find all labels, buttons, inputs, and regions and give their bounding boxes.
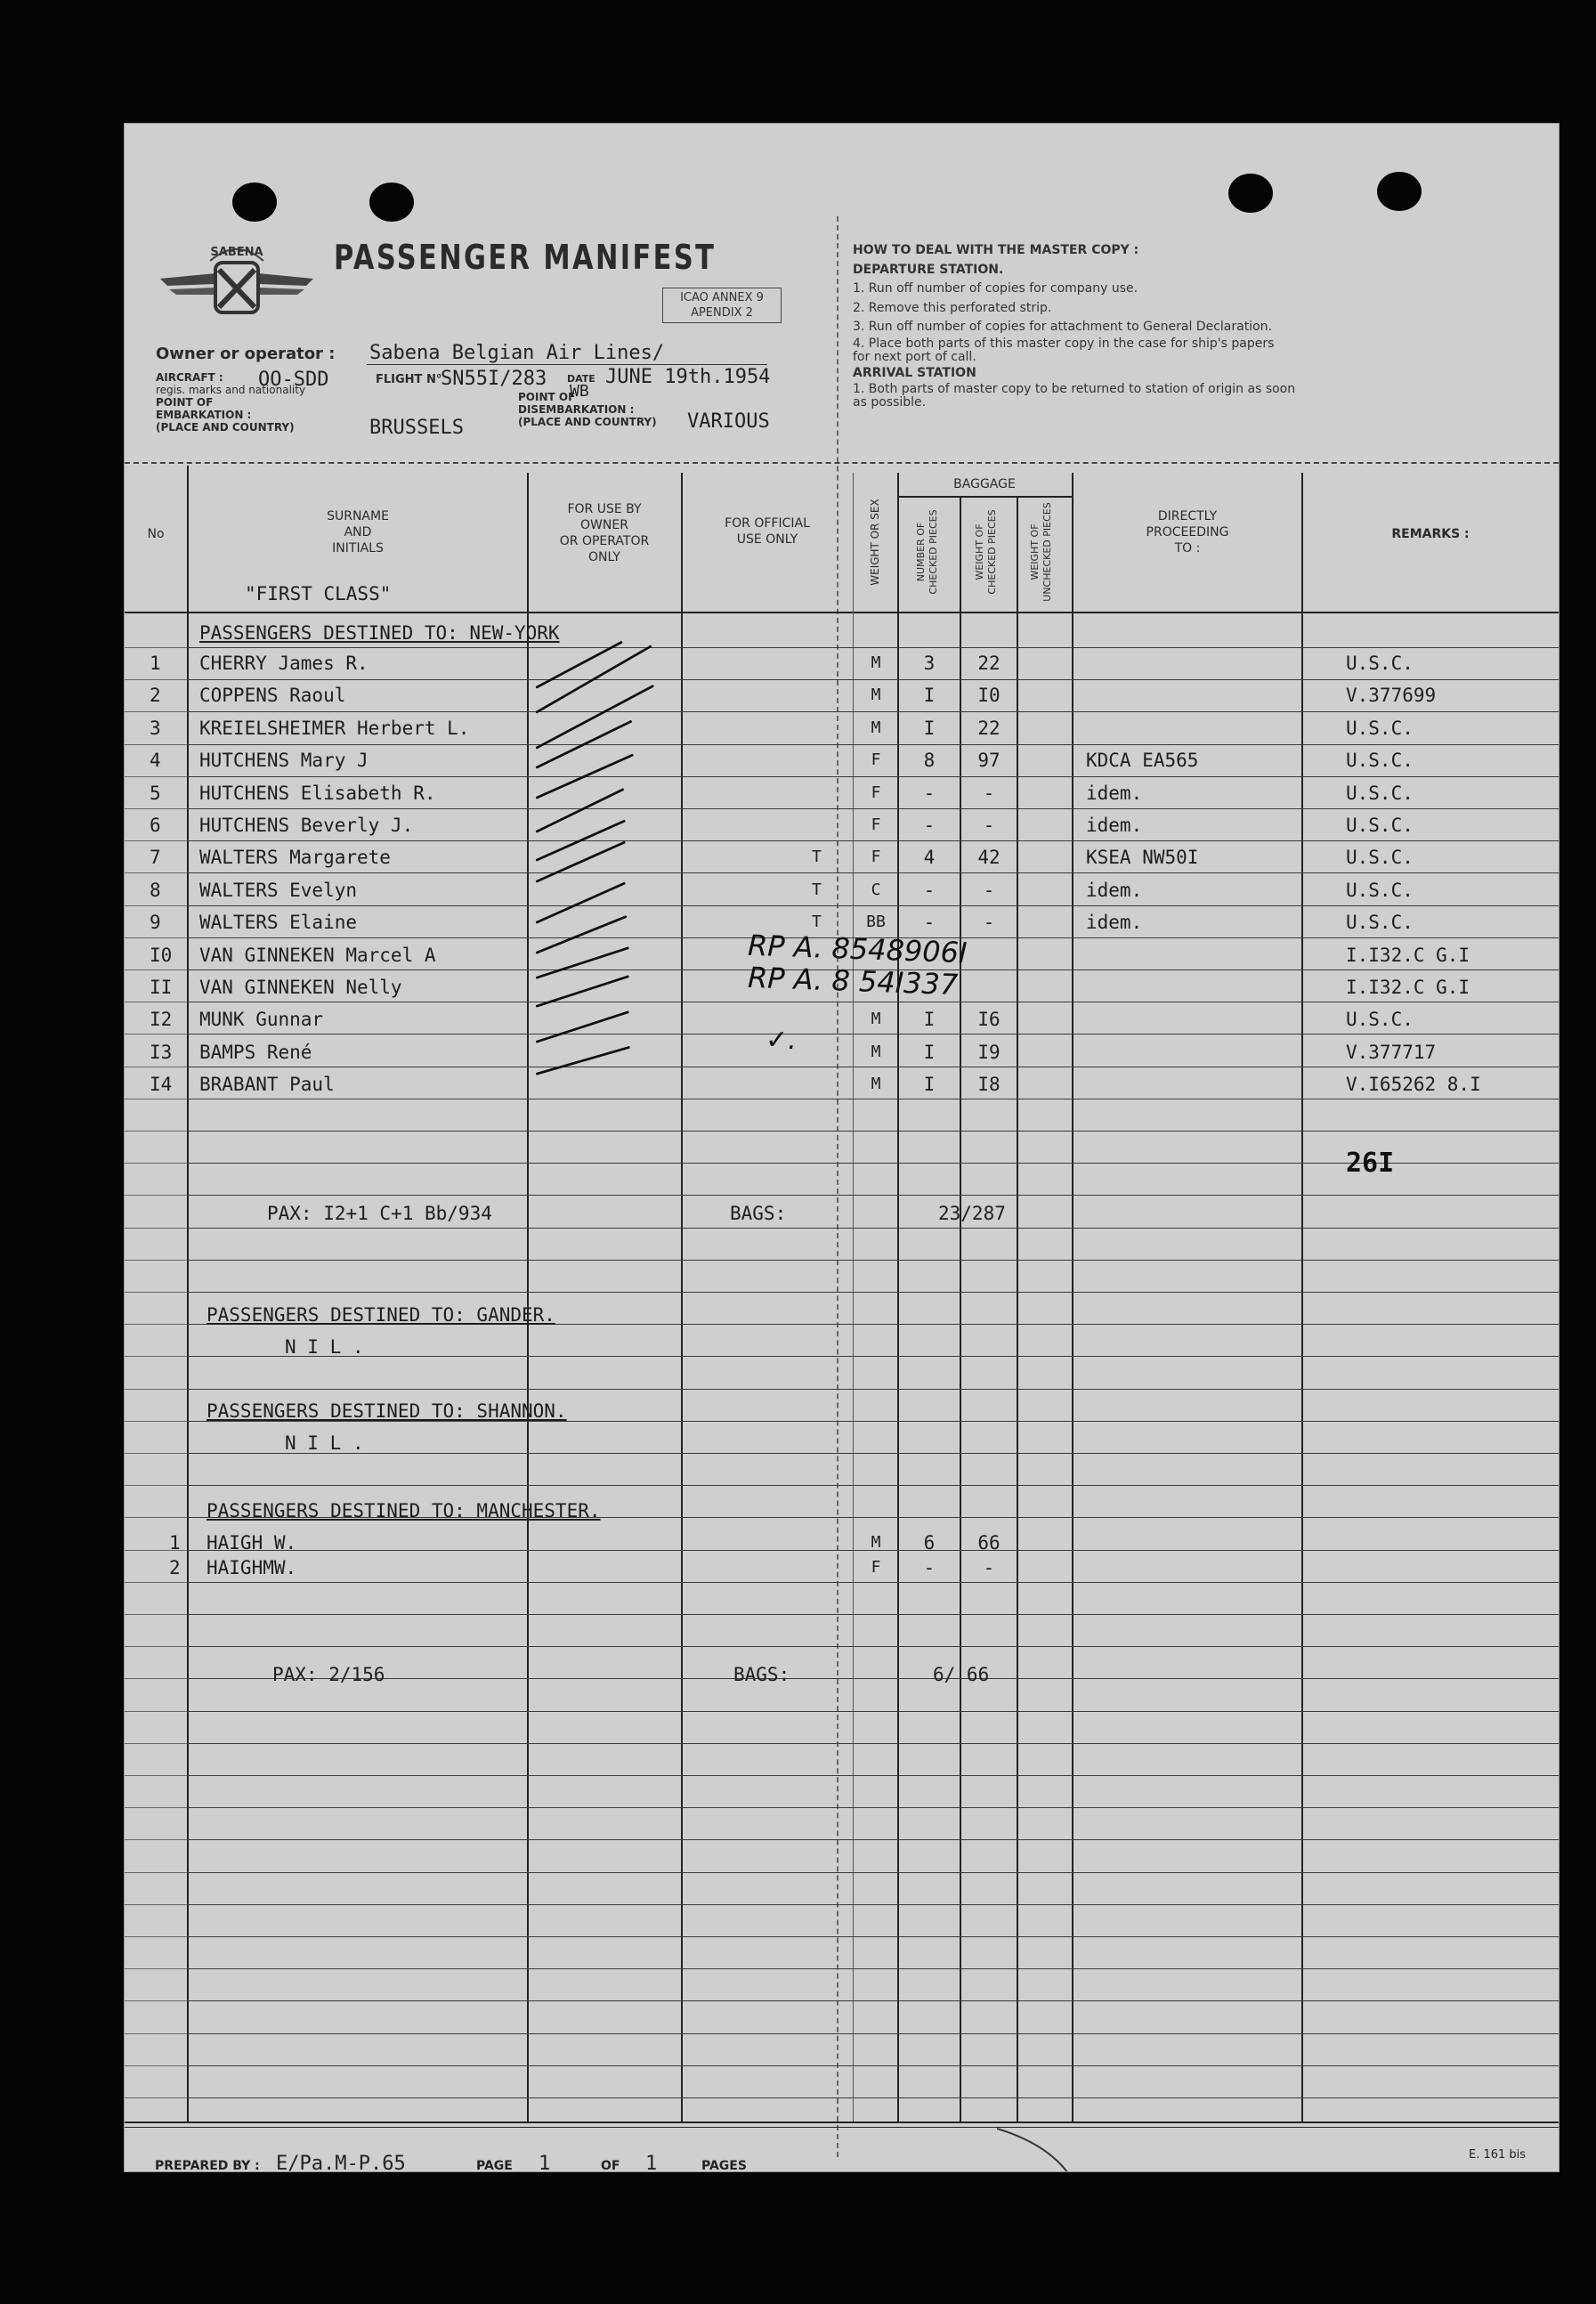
row-rule — [187, 1453, 1559, 1454]
aircraft-label: AIRCRAFT : — [156, 371, 223, 384]
checked-pieces: - — [923, 815, 936, 836]
section-header-gander: PASSENGERS DESTINED TO: GANDER. — [207, 1304, 555, 1326]
row-rule — [125, 1517, 187, 1518]
row-number: II — [150, 977, 173, 998]
remarks: U.S.C. — [1346, 653, 1414, 674]
punch-hole — [232, 183, 277, 222]
remarks: I.I32.C G.I — [1346, 945, 1470, 966]
check-stroke — [536, 946, 630, 979]
remarks: V.377717 — [1346, 1042, 1437, 1063]
manifest-sheet — [124, 123, 1560, 2172]
passenger-sex: M — [871, 718, 881, 737]
checked-pieces: I — [923, 1042, 936, 1063]
flight-suffix: WB — [570, 382, 589, 401]
row-rule — [187, 1582, 1559, 1583]
class-label: "FIRST CLASS" — [245, 583, 392, 604]
row-rule — [187, 1228, 1559, 1229]
row-rule — [187, 1936, 1559, 1937]
row-rule — [125, 1872, 187, 1873]
row-rule — [125, 1968, 187, 1969]
row-rule — [187, 1968, 1559, 1969]
date-label: DATE — [567, 373, 595, 385]
row-rule — [187, 872, 1559, 873]
passenger-name: WALTERS Margarete — [199, 847, 391, 868]
section-header-manchester: PASSENGERS DESTINED TO: MANCHESTER. — [207, 1500, 601, 1521]
of-label: OF — [601, 2159, 620, 2172]
checked-weight: I0 — [977, 685, 1001, 706]
passenger-name: VAN GINNEKEN Nelly — [199, 977, 402, 998]
sabena-logo-icon — [160, 238, 313, 327]
row-rule — [187, 1260, 1559, 1261]
passenger-name: BRABANT Paul — [199, 1074, 335, 1095]
checked-weight: 22 — [977, 718, 1001, 739]
manchester-bags-total: 6/ 66 — [933, 1664, 990, 1685]
passenger-sex: M — [871, 1042, 881, 1061]
row-rule — [187, 776, 1559, 777]
handwritten-passport-row10: RP A. 8548906I — [747, 928, 968, 970]
checked-pieces: I — [923, 1009, 936, 1030]
remarks: U.S.C. — [1346, 783, 1414, 804]
checked-pieces: 8 — [923, 750, 936, 771]
row-number: I0 — [150, 945, 173, 966]
passenger-name: COPPENS Raoul — [199, 685, 346, 706]
form-code: E. 161 bis — [1469, 2148, 1527, 2162]
passenger-sex: BB — [866, 913, 886, 931]
flight-label: FLIGHT N° — [376, 373, 442, 386]
row-rule — [187, 679, 1559, 680]
remarks: U.S.C. — [1346, 880, 1414, 901]
checked-weight: - — [983, 783, 995, 804]
checked-weight: 66 — [977, 1532, 1001, 1554]
checked-weight: I9 — [977, 1042, 1001, 1063]
checked-weight: 42 — [977, 847, 1001, 868]
row-rule — [187, 2097, 1559, 2098]
row-number: I4 — [150, 1074, 173, 1095]
row-rule — [125, 905, 187, 906]
ny-bags-label: BAGS: — [730, 1203, 787, 1224]
row-rule — [187, 2000, 1559, 2001]
row-rule — [125, 1131, 187, 1132]
checked-pieces: 3 — [923, 653, 936, 674]
row-number: 2 — [150, 685, 161, 706]
row-rule — [125, 647, 187, 648]
col-divider — [853, 473, 854, 2121]
row-rule — [125, 2000, 187, 2001]
passenger-sex: F — [871, 815, 881, 834]
row-rule — [187, 905, 1559, 906]
passenger-sex: F — [871, 1558, 881, 1577]
footer-rule — [125, 2127, 1559, 2128]
passenger-name: VAN GINNEKEN Marcel A — [199, 945, 436, 966]
row-number: 7 — [150, 847, 161, 868]
col-header-no: No — [147, 527, 165, 541]
ny-pax-total: PAX: I2+1 C+1 Bb/934 — [267, 1203, 492, 1224]
col-divider — [1072, 473, 1073, 2121]
col-divider — [187, 466, 189, 2121]
manchester-bags-label: BAGS: — [733, 1664, 790, 1685]
row-number: I2 — [150, 1009, 173, 1030]
row-rule — [125, 1904, 187, 1905]
row-number: 9 — [150, 912, 161, 933]
remarks: I.I32.C G.I — [1346, 977, 1470, 998]
row-rule — [187, 1839, 1559, 1840]
instructions: HOW TO DEAL WITH THE MASTER COPY : DEPARTURE STATION. 1. Run off number of copies for company use. 2. Remove this perforated strip. 3. Run off number of copies for attachment to General Declaration. 4. Place both parts of this master copy in the case for ship's papers for next port of call. ARRIVAL STATION 1. Both parts of master copy to be returned to station of origin as soon as possible. — [853, 243, 1296, 410]
date-value: JUNE 19th.1954 — [605, 366, 771, 388]
handwritten-check-row13: ✓. — [766, 1025, 797, 1056]
checked-pieces: - — [923, 912, 936, 933]
hand-drawn-curve — [997, 2127, 1104, 2172]
col-header-weight-sex: WEIGHT OR SEX — [869, 499, 881, 586]
passenger-name: HAIGHMW. — [207, 1557, 297, 1578]
check-stroke — [536, 1046, 631, 1075]
checked-pieces: 6 — [923, 1532, 936, 1554]
embark-value: BRUSSELS — [369, 417, 464, 439]
row-rule — [125, 711, 187, 712]
row-rule — [125, 2033, 187, 2034]
passenger-sex: C — [871, 880, 881, 899]
col-divider — [960, 498, 961, 2121]
checked-pieces: I — [923, 685, 936, 706]
passenger-sex: M — [871, 1010, 881, 1028]
row-rule — [187, 1678, 1559, 1679]
col-header-remarks: REMARKS : — [1391, 527, 1470, 541]
col-header-checked-weight: WEIGHT OF CHECKED PIECES — [974, 509, 998, 595]
proceeding-to: KSEA NW50I — [1086, 847, 1199, 868]
row-rule — [187, 1614, 1559, 1615]
col-header-official: FOR OFFICIAL USE ONLY — [725, 516, 810, 547]
prepared-by-label: PREPARED BY : — [155, 2159, 260, 2172]
disembark-value: VARIOUS — [687, 410, 770, 433]
passenger-name: HUTCHENS Elisabeth R. — [199, 783, 436, 804]
row-number: 4 — [150, 750, 161, 771]
row-rule — [187, 1807, 1559, 1808]
checked-pieces: I — [923, 1074, 936, 1095]
checked-weight: I8 — [977, 1074, 1001, 1095]
embark-label: POINT OF EMBARKATION : (PLACE AND COUNTRY) — [156, 396, 295, 434]
check-stroke — [535, 881, 626, 923]
row-rule — [125, 1453, 187, 1454]
row-rule — [125, 1743, 187, 1744]
row-rule — [187, 647, 1559, 648]
row-number: 3 — [150, 718, 161, 739]
row-rule — [125, 1356, 187, 1357]
punch-hole — [369, 183, 414, 222]
row-rule — [125, 1807, 187, 1808]
proceeding-to: idem. — [1086, 880, 1143, 901]
row-rule — [125, 937, 187, 938]
check-stroke — [536, 1010, 630, 1043]
row-rule — [125, 1324, 187, 1325]
check-stroke — [535, 915, 627, 954]
owner-underline — [367, 364, 767, 365]
shannon-nil: N I L . — [285, 1432, 364, 1454]
row-rule — [125, 1260, 187, 1261]
col-header-owner: FOR USE BY OWNER OR OPERATOR ONLY — [559, 502, 650, 564]
row-rule — [125, 1292, 187, 1293]
col-header-baggage: BAGGAGE — [953, 477, 1016, 491]
punch-hole — [1377, 172, 1422, 211]
row-rule — [125, 969, 187, 970]
remarks: U.S.C. — [1346, 1009, 1414, 1030]
col-divider — [681, 473, 683, 2121]
row-rule — [187, 1356, 1559, 1357]
row-number: 2 — [169, 1557, 181, 1578]
row-rule — [187, 840, 1559, 841]
row-rule — [187, 1711, 1559, 1712]
checked-weight: 22 — [977, 653, 1001, 674]
icao-box: ICAO ANNEX 9 APENDIX 2 — [662, 288, 782, 323]
flight-value: SN55I/283 — [441, 368, 547, 390]
passenger-name: WALTERS Evelyn — [199, 880, 358, 901]
remarks: U.S.C. — [1346, 847, 1414, 868]
punch-hole — [1228, 174, 1273, 213]
checked-pieces: 4 — [923, 847, 936, 868]
section-header-new-york: PASSENGERS DESTINED TO: NEW-YORK — [199, 622, 560, 644]
row-rule — [187, 1743, 1559, 1744]
row-rule — [187, 1195, 1559, 1196]
passenger-sex: M — [871, 1075, 881, 1093]
check-stroke — [535, 840, 626, 882]
check-stroke — [536, 975, 630, 1008]
checked-pieces: - — [923, 783, 936, 804]
row-number: I3 — [150, 1042, 173, 1063]
row-rule — [187, 2033, 1559, 2034]
owner-value: Sabena Belgian Air Lines/ — [369, 342, 665, 364]
footer-rule — [125, 2121, 1559, 2123]
passenger-name: CHERRY James R. — [199, 653, 369, 674]
passenger-name: BAMPS René — [199, 1042, 312, 1063]
transit-mark: T — [812, 848, 822, 866]
row-rule — [187, 1131, 1559, 1132]
checked-weight: - — [983, 880, 995, 901]
remarks: U.S.C. — [1346, 815, 1414, 836]
row-rule — [125, 776, 187, 777]
row-rule — [125, 1646, 187, 1647]
row-rule — [125, 1421, 187, 1422]
row-rule — [125, 840, 187, 841]
passenger-sex: F — [871, 848, 881, 866]
row-rule — [125, 679, 187, 680]
handwritten-passport-row11: RP A. 8 54I337 — [747, 960, 959, 1002]
row-rule — [187, 1904, 1559, 1905]
passenger-sex: M — [871, 686, 881, 704]
owner-label: Owner or operator : — [156, 345, 336, 363]
manchester-pax-total: PAX: 2/156 — [272, 1664, 385, 1685]
row-rule — [125, 1711, 187, 1712]
col-divider — [527, 473, 529, 2121]
row-rule — [187, 1775, 1559, 1776]
passenger-sex: F — [871, 783, 881, 802]
ny-bags-total: 23/287 — [938, 1203, 1006, 1224]
proceeding-to: idem. — [1086, 815, 1143, 836]
col-header-surname: SURNAME AND INITIALS — [327, 509, 389, 556]
row-rule — [125, 1775, 187, 1776]
remarks: U.S.C. — [1346, 912, 1414, 933]
page-label: PAGE — [476, 2159, 513, 2172]
transit-mark: T — [812, 880, 822, 899]
row-rule — [187, 1872, 1559, 1873]
passenger-name: KREIELSHEIMER Herbert L. — [199, 718, 470, 739]
row-rule — [125, 1839, 187, 1840]
checked-weight: - — [983, 815, 995, 836]
row-rule — [187, 1646, 1559, 1647]
col-header-proceeding: DIRECTLY PROCEEDING TO : — [1146, 509, 1229, 556]
row-rule — [125, 744, 187, 745]
passenger-name: WALTERS Elaine — [199, 912, 358, 933]
col-divider — [1301, 473, 1303, 2121]
row-rule — [125, 808, 187, 809]
pages-label: PAGES — [701, 2159, 747, 2172]
row-number: 8 — [150, 880, 161, 901]
page-value: 1 — [539, 2153, 551, 2172]
row-number: 1 — [169, 1532, 181, 1554]
row-rule — [125, 1678, 187, 1679]
aircraft-sublabel: regis. marks and nationality — [156, 384, 306, 396]
passenger-name: HUTCHENS Beverly J. — [199, 815, 414, 836]
remarks: V.377699 — [1346, 685, 1437, 706]
perforated-strip — [837, 216, 839, 2157]
row-rule — [125, 872, 187, 873]
prepared-by-value: E/Pa.M-P.65 — [276, 2153, 406, 2172]
checked-weight: 97 — [977, 750, 1001, 771]
row-rule — [187, 2065, 1559, 2066]
checked-pieces: - — [923, 1557, 936, 1578]
handwritten-remarks-number: 26I — [1346, 1148, 1395, 1179]
row-rule — [125, 1936, 187, 1937]
col-header-unchecked-weight: WEIGHT OF UNCHECKED PIECES — [1029, 502, 1053, 602]
table-top-rule — [125, 462, 1559, 464]
row-rule — [125, 1614, 187, 1615]
col-header-checked-num: NUMBER OF CHECKED PIECES — [915, 509, 939, 595]
proceeding-to: KDCA EA565 — [1086, 750, 1199, 771]
aircraft-value: OO-SDD — [258, 369, 329, 391]
section-header-shannon: PASSENGERS DESTINED TO: SHANNON. — [207, 1400, 567, 1422]
row-rule — [125, 1389, 187, 1390]
row-rule — [187, 1292, 1559, 1293]
baggage-rule — [897, 496, 1072, 498]
row-rule — [187, 1389, 1559, 1390]
gander-nil: N I L . — [285, 1336, 364, 1358]
checked-weight: - — [983, 1557, 995, 1578]
row-rule — [125, 1582, 187, 1583]
row-rule — [125, 2065, 187, 2066]
passenger-name: HUTCHENS Mary J — [199, 750, 369, 771]
remarks: U.S.C. — [1346, 718, 1414, 739]
passenger-sex: M — [871, 653, 881, 672]
col-divider — [1017, 498, 1018, 2121]
proceeding-to: idem. — [1086, 912, 1143, 933]
passenger-name: HAIGH W. — [207, 1532, 297, 1554]
row-rule — [125, 1195, 187, 1196]
passenger-sex: F — [871, 750, 881, 769]
row-rule — [125, 2097, 187, 2098]
transit-mark: T — [812, 913, 822, 931]
remarks: U.S.C. — [1346, 750, 1414, 771]
row-number: 6 — [150, 815, 161, 836]
page-title: PASSENGER MANIFEST — [334, 238, 717, 277]
row-rule — [187, 808, 1559, 809]
header-bottom-rule — [125, 612, 1559, 613]
row-rule — [187, 744, 1559, 745]
checked-pieces: I — [923, 718, 936, 739]
row-rule — [187, 1485, 1559, 1486]
row-rule — [125, 1228, 187, 1229]
of-value: 1 — [645, 2153, 658, 2172]
proceeding-to: idem. — [1086, 783, 1143, 804]
disembark-label: POINT OF DISEMBARKATION : (PLACE AND COUNTRY) — [518, 391, 657, 428]
row-number: 5 — [150, 783, 161, 804]
row-number: 1 — [150, 653, 161, 674]
row-rule — [125, 1485, 187, 1486]
remarks: V.I65262 8.I — [1346, 1074, 1481, 1095]
row-rule — [125, 1163, 187, 1164]
checked-weight: - — [983, 912, 995, 933]
passenger-sex: M — [871, 1533, 881, 1552]
checked-pieces: - — [923, 880, 936, 901]
passenger-name: MUNK Gunnar — [199, 1009, 324, 1030]
checked-weight: I6 — [977, 1009, 1001, 1030]
svg-text:SABENA: SABENA — [210, 246, 263, 259]
row-rule — [187, 711, 1559, 712]
